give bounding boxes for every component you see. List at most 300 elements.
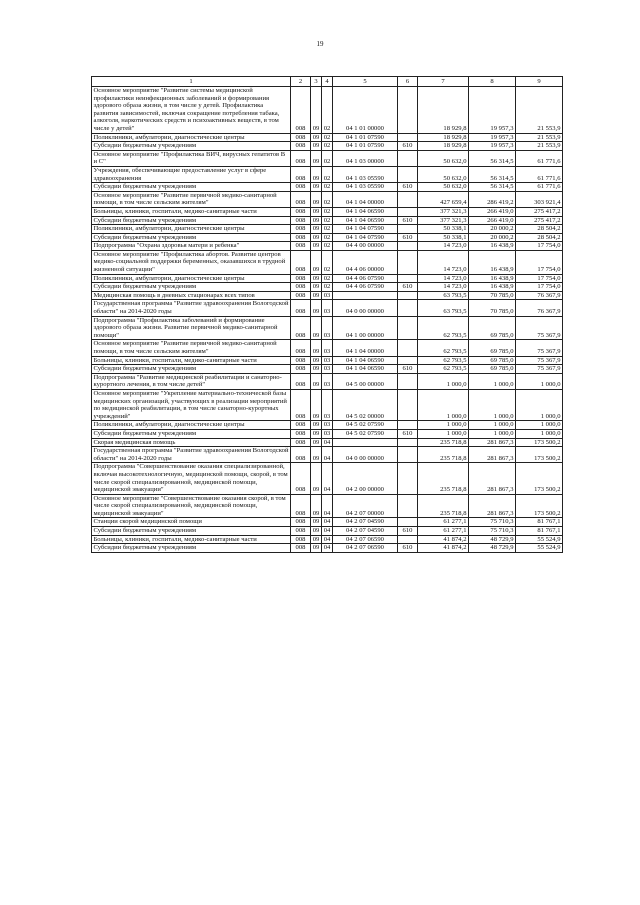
section-cell: 09 [311,340,322,356]
column-header: 1 [92,77,291,87]
amount-cell: 17 754,0 [516,283,563,292]
row-name-cell: Субсидии бюджетным учреждениям [92,544,291,553]
admin-code-cell: 008 [291,207,311,216]
table-row [92,535,563,544]
row-name-cell: Основное мероприятие "Профилактика абортов. Развитие центров медико-социальной поддержки беременных, оказавшихся в трудной жизненной ситуации" [92,250,291,274]
budget-table [91,76,563,553]
subsection-cell: 03 [322,291,333,300]
section-cell: 09 [311,283,322,292]
amount-cell: 16 438,9 [469,283,516,292]
amount-cell: 21 553,9 [516,142,563,151]
subsection-cell: 04 [322,494,333,518]
amount-cell: 1 000,0 [469,421,516,430]
amount-cell: 275 417,2 [516,207,563,216]
section-cell: 09 [311,365,322,374]
target-article-cell: 04 5 00 00000 [333,373,398,389]
row-name-cell: Государственная программа "Развитие здравоохранения Вологодской области" на 2014-2020 годы [93,300,289,316]
target-article-cell: 04 1 01 00000 [333,87,398,134]
expense-type-cell: 610 [398,429,418,438]
section-cell: 09 [311,87,322,134]
expense-type-cell [398,494,418,518]
amount-cell: 14 723,0 [418,274,469,283]
expense-type-cell [398,316,418,340]
subsection-cell: 04 [322,463,333,494]
amount-cell: 62 793,5 [418,365,469,374]
expense-type-cell [398,207,418,216]
column-header: 8 [469,77,516,87]
amount-cell: 14 723,0 [418,283,469,292]
amount-cell: 235 718,8 [418,463,469,494]
row-name-cell: Станции скорой медицинской помощи [92,518,291,527]
table-row [92,463,563,494]
amount-cell: 281 867,3 [469,494,516,518]
amount-cell: 62 793,5 [418,340,469,356]
amount-cell: 19 957,3 [469,142,516,151]
section-cell: 09 [311,233,322,242]
amount-cell: 20 000,2 [469,225,516,234]
amount-cell: 56 314,5 [469,166,516,182]
amount-cell: 173 500,2 [516,438,563,447]
amount-cell: 76 367,9 [516,291,563,300]
amount-cell: 62 793,5 [418,356,469,365]
row-name-cell: Больницы, клиники, госпитали, медико-санитарные части [92,535,291,544]
table-row [92,340,563,356]
row-name-cell: Поликлиники, амбулатории, диагностические центры [92,133,291,142]
expense-type-cell: 610 [398,283,418,292]
section-cell: 09 [311,216,322,225]
section-cell: 09 [311,191,322,207]
section-cell: 09 [311,527,322,536]
amount-cell: 18 929,8 [418,87,469,134]
expense-type-cell [398,300,418,316]
admin-code-cell: 008 [291,447,311,463]
admin-code-cell: 008 [291,389,311,420]
row-name-cell: Подпрограмма "Охрана здоровья матери и ребенка" [92,242,291,251]
section-cell: 09 [311,225,322,234]
table-row [92,283,563,292]
table-row [92,291,563,300]
subsection-cell: 02 [322,250,333,274]
target-article-cell: 04 2 07 00000 [333,494,398,518]
subsection-cell: 04 [322,438,333,447]
target-article-cell: 04 4 06 07590 [333,283,398,292]
admin-code-cell: 008 [291,133,311,142]
subsection-cell: 02 [322,283,333,292]
target-article-cell: 04 1 04 06590 [333,356,398,365]
table-row [92,544,563,553]
amount-cell: 17 754,0 [516,242,563,251]
amount-cell: 266 419,0 [469,207,516,216]
section-cell: 09 [311,494,322,518]
section-cell: 09 [311,300,322,316]
amount-cell: 81 767,1 [516,527,563,536]
admin-code-cell: 008 [291,216,311,225]
subsection-cell: 02 [322,242,333,251]
expense-type-cell [398,463,418,494]
amount-cell: 50 338,1 [418,225,469,234]
amount-cell: 1 000,0 [469,429,516,438]
subsection-cell: 02 [322,207,333,216]
admin-code-cell: 008 [291,438,311,447]
target-article-cell: 04 2 07 04590 [333,527,398,536]
amount-cell: 21 553,9 [516,133,563,142]
row-name-cell: Субсидии бюджетным учреждениям [92,429,291,438]
row-name-cell: Субсидии бюджетным учреждениям [92,183,291,192]
expense-type-cell [398,291,418,300]
amount-cell: 1 000,0 [418,429,469,438]
amount-cell: 281 867,3 [469,463,516,494]
subsection-cell: 03 [322,365,333,374]
amount-cell: 1 000,0 [418,373,469,389]
row-name-cell: Основное мероприятие "Профилактика ВИЧ, вирусных гепатитов В и С" [92,150,291,166]
amount-cell: 28 504,2 [516,233,563,242]
expense-type-cell [398,242,418,251]
amount-cell: 303 921,4 [516,191,563,207]
row-name-cell: Субсидии бюджетным учреждениям [92,233,291,242]
admin-code-cell: 008 [291,142,311,151]
target-article-cell: 04 1 04 00000 [333,340,398,356]
target-article-cell: 04 1 00 00000 [333,316,398,340]
admin-code-cell: 008 [291,150,311,166]
target-article-cell: 04 2 07 06590 [333,544,398,553]
amount-cell: 1 000,0 [516,373,563,389]
table-row [92,421,563,430]
amount-cell: 1 000,0 [469,389,516,420]
amount-cell: 55 524,9 [516,544,563,553]
row-name-cell: Учреждения, обеспечивающие предоставление услуг в сфере здравоохранения [92,166,291,182]
admin-code-cell: 008 [291,365,311,374]
amount-cell: 50 338,1 [418,233,469,242]
subsection-cell: 02 [322,183,333,192]
section-cell: 09 [311,447,322,463]
row-name-cell: Субсидии бюджетным учреждениям [92,527,291,536]
row-name-cell: Скорая медицинская помощь [92,438,291,447]
amount-cell: 81 767,1 [516,518,563,527]
section-cell: 09 [311,142,322,151]
section-cell: 09 [311,242,322,251]
target-article-cell [333,438,398,447]
amount-cell: 173 500,2 [516,463,563,494]
table-row [92,87,563,134]
subsection-cell: 02 [322,216,333,225]
amount-cell: 70 785,0 [469,300,516,316]
amount-cell: 41 874,2 [418,544,469,553]
expense-type-cell [398,535,418,544]
expense-type-cell [398,447,418,463]
amount-cell: 56 314,5 [469,150,516,166]
admin-code-cell: 008 [291,544,311,553]
table-row [92,438,563,447]
section-cell: 09 [311,250,322,274]
section-cell: 09 [311,356,322,365]
amount-cell: 266 419,0 [469,216,516,225]
row-name-cell: Основное мероприятие "Развитие первичной медико-санитарной помощи, в том числе сельским жителям" [92,191,291,207]
amount-cell: 75 367,9 [516,365,563,374]
expense-type-cell [398,389,418,420]
amount-cell: 377 321,3 [418,207,469,216]
admin-code-cell: 008 [291,494,311,518]
section-cell: 09 [311,274,322,283]
admin-code-cell: 008 [291,191,311,207]
expense-type-cell: 610 [398,527,418,536]
amount-cell: 1 000,0 [418,421,469,430]
section-cell: 09 [311,389,322,420]
subsection-cell: 04 [322,518,333,527]
table-row [92,316,563,340]
admin-code-cell: 008 [291,463,311,494]
amount-cell: 56 314,5 [469,183,516,192]
expense-type-cell [398,340,418,356]
subsection-cell: 02 [322,166,333,182]
amount-cell: 75 710,3 [469,527,516,536]
table-row [92,365,563,374]
target-article-cell: 04 1 01 07590 [333,142,398,151]
row-name-cell: Основное мероприятие "Развитие системы медицинской профилактики неинфекционных заболеваний и формирования здорового образа жизни, в том числе у детей. Профилактика развития зависимостей, включая сокращение потребления табака, алкоголя, наркотических средств и психоактивных веществ, в том числе у детей" [92,87,291,134]
table-row [92,133,563,142]
subsection-cell: 03 [322,356,333,365]
row-name-cell: Больницы, клиники, госпитали, медико-санитарные части [92,207,291,216]
amount-cell: 70 785,0 [469,291,516,300]
table-row [92,429,563,438]
section-cell: 09 [311,463,322,494]
amount-cell: 18 929,8 [418,133,469,142]
admin-code-cell: 008 [291,166,311,182]
target-article-cell: 04 1 04 00000 [333,191,398,207]
amount-cell: 63 793,5 [418,300,469,316]
expense-type-cell [398,225,418,234]
amount-cell: 1 000,0 [516,429,563,438]
expense-type-cell [398,250,418,274]
expense-type-cell [398,166,418,182]
amount-cell: 48 729,9 [469,544,516,553]
amount-cell: 20 000,2 [469,233,516,242]
admin-code-cell: 008 [291,233,311,242]
amount-cell: 50 632,0 [418,150,469,166]
amount-cell: 235 718,8 [418,438,469,447]
target-article-cell: 04 1 01 07590 [333,133,398,142]
table-row [92,250,563,274]
amount-cell: 1 000,0 [469,373,516,389]
table-row [92,225,563,234]
target-article-cell: 04 1 04 06590 [333,365,398,374]
section-cell: 09 [311,207,322,216]
expense-type-cell [398,373,418,389]
subsection-cell: 03 [322,300,333,316]
subsection-cell: 02 [322,225,333,234]
expense-type-cell: 610 [398,183,418,192]
amount-cell: 286 419,2 [469,191,516,207]
row-name-cell: Подпрограмма "Развитие медицинской реабилитации и санаторно-курортного лечения, в том числе детей" [92,373,291,389]
row-name-cell: Субсидии бюджетным учреждениям [92,216,291,225]
amount-cell: 55 524,9 [516,535,563,544]
subsection-cell: 02 [322,87,333,134]
amount-cell: 19 957,3 [469,87,516,134]
row-name-cell: Подпрограмма "Совершенствование оказания специализированной, включая высокотехнологичную, медицинской помощи, скорой, в том числе скорой специализированной, медицинской помощи, медицинской эвакуации" [92,463,291,494]
row-name-cell: Субсидии бюджетным учреждениям [92,283,291,292]
admin-code-cell: 008 [291,274,311,283]
amount-cell: 281 867,3 [469,447,516,463]
target-article-cell: 04 1 04 06590 [333,216,398,225]
section-cell: 09 [311,133,322,142]
amount-cell: 18 929,8 [418,142,469,151]
row-name-cell: Поликлиники, амбулатории, диагностические центры [92,274,291,283]
expense-type-cell [398,87,418,134]
amount-cell: 76 367,9 [516,300,563,316]
amount-cell: 61 771,6 [516,150,563,166]
table-row [92,300,563,316]
amount-cell: 275 417,2 [516,216,563,225]
column-header: 3 [311,77,322,87]
expense-type-cell: 610 [398,365,418,374]
target-article-cell: 04 2 07 04590 [333,518,398,527]
admin-code-cell: 008 [291,316,311,340]
target-article-cell: 04 4 06 07590 [333,274,398,283]
amount-cell: 61 771,6 [516,166,563,182]
row-name-cell: Поликлиники, амбулатории, диагностические центры [92,225,291,234]
column-header: 5 [333,77,398,87]
expense-type-cell [398,356,418,365]
column-header: 4 [322,77,333,87]
amount-cell: 75 367,9 [516,316,563,340]
amount-cell: 1 000,0 [418,389,469,420]
admin-code-cell: 008 [291,87,311,134]
amount-cell: 173 500,2 [516,447,563,463]
subsection-cell: 02 [322,274,333,283]
header-row [92,77,563,87]
admin-code-cell: 008 [291,300,311,316]
amount-cell: 75 710,3 [469,518,516,527]
section-cell: 09 [311,535,322,544]
target-article-cell: 04 1 03 05590 [333,166,398,182]
amount-cell: 61 771,6 [516,183,563,192]
amount-cell: 48 729,9 [469,535,516,544]
section-cell: 09 [311,518,322,527]
row-name-cell: Медицинская помощь в дневных стационарах всех типов [92,291,291,300]
column-header: 9 [516,77,563,87]
amount-cell: 427 659,4 [418,191,469,207]
subsection-cell: 02 [322,233,333,242]
target-article-cell [333,291,398,300]
target-article-cell: 04 1 03 00000 [333,150,398,166]
subsection-cell: 04 [322,535,333,544]
row-name-cell: Поликлиники, амбулатории, диагностические центры [92,421,291,430]
admin-code-cell: 008 [291,183,311,192]
subsection-cell: 03 [322,421,333,430]
amount-cell: 16 438,9 [469,250,516,274]
table-row [92,356,563,365]
target-article-cell: 04 5 02 07590 [333,421,398,430]
section-cell: 09 [311,150,322,166]
table-row [92,216,563,225]
expense-type-cell [398,274,418,283]
table-row [92,142,563,151]
table-row [92,518,563,527]
expense-type-cell [398,191,418,207]
section-cell: 09 [311,316,322,340]
amount-cell: 75 367,9 [516,340,563,356]
amount-cell: 16 438,9 [469,242,516,251]
target-article-cell: 04 5 02 07590 [333,429,398,438]
section-cell: 09 [311,421,322,430]
expense-type-cell [398,150,418,166]
table-row [92,389,563,420]
expense-type-cell [398,438,418,447]
amount-cell: 69 785,0 [469,316,516,340]
target-article-cell: 04 4 00 00000 [333,242,398,251]
section-cell: 09 [311,291,322,300]
admin-code-cell: 008 [291,535,311,544]
admin-code-cell: 008 [291,291,311,300]
target-article-cell: 04 1 04 07590 [333,233,398,242]
amount-cell: 50 632,0 [418,166,469,182]
target-article-cell: 04 1 04 07590 [333,225,398,234]
expense-type-cell: 610 [398,233,418,242]
column-header: 7 [418,77,469,87]
section-cell: 09 [311,373,322,389]
amount-cell: 1 000,0 [516,421,563,430]
table-row [92,207,563,216]
row-name-cell: Основное мероприятие "Укрепление материально-технической базы медицинских организаций, участвующих в реализации мероприятий по медицинской реабилитации, в том числе санаторно-курортных учреждений" [92,389,291,420]
amount-cell: 61 277,1 [418,527,469,536]
admin-code-cell: 008 [291,373,311,389]
target-article-cell: 04 0 00 00000 [333,300,398,316]
subsection-cell: 02 [322,150,333,166]
amount-cell: 235 718,8 [418,447,469,463]
section-cell: 09 [311,183,322,192]
table-row [92,166,563,182]
admin-code-cell: 008 [291,429,311,438]
expense-type-cell: 610 [398,142,418,151]
admin-code-cell: 008 [291,356,311,365]
table-row [92,373,563,389]
row-name-cell: Субсидии бюджетным учреждениям [92,142,291,151]
amount-cell: 19 957,3 [469,133,516,142]
subsection-cell: 03 [322,389,333,420]
amount-cell: 235 718,8 [418,494,469,518]
amount-cell: 14 723,0 [418,242,469,251]
target-article-cell: 04 0 00 00000 [333,447,398,463]
section-cell: 09 [311,438,322,447]
amount-cell: 281 867,3 [469,438,516,447]
subsection-cell: 03 [322,373,333,389]
row-name-cell: Подпрограмма "Профилактика заболеваний и формирование здорового образа жизни. Развитие первичной медико-санитарной помощи" [92,316,291,340]
target-article-cell: 04 1 04 06590 [333,207,398,216]
column-header: 6 [398,77,418,87]
amount-cell: 173 500,2 [516,494,563,518]
amount-cell: 14 723,0 [418,250,469,274]
target-article-cell: 04 4 06 00000 [333,250,398,274]
expense-type-cell: 610 [398,216,418,225]
subsection-cell: 04 [322,544,333,553]
section-cell: 09 [311,166,322,182]
section-cell: 09 [311,429,322,438]
amount-cell: 16 438,9 [469,274,516,283]
target-article-cell: 04 2 07 06590 [333,535,398,544]
amount-cell: 41 874,2 [418,535,469,544]
subsection-cell: 02 [322,142,333,151]
row-name-cell: Субсидии бюджетным учреждениям [92,365,291,374]
amount-cell: 1 000,0 [516,389,563,420]
amount-cell: 69 785,0 [469,356,516,365]
target-article-cell: 04 5 02 00000 [333,389,398,420]
admin-code-cell: 008 [291,518,311,527]
subsection-cell: 02 [322,133,333,142]
table-row [92,242,563,251]
amount-cell: 17 754,0 [516,250,563,274]
section-cell: 09 [311,544,322,553]
table-row [92,233,563,242]
table-row [92,183,563,192]
